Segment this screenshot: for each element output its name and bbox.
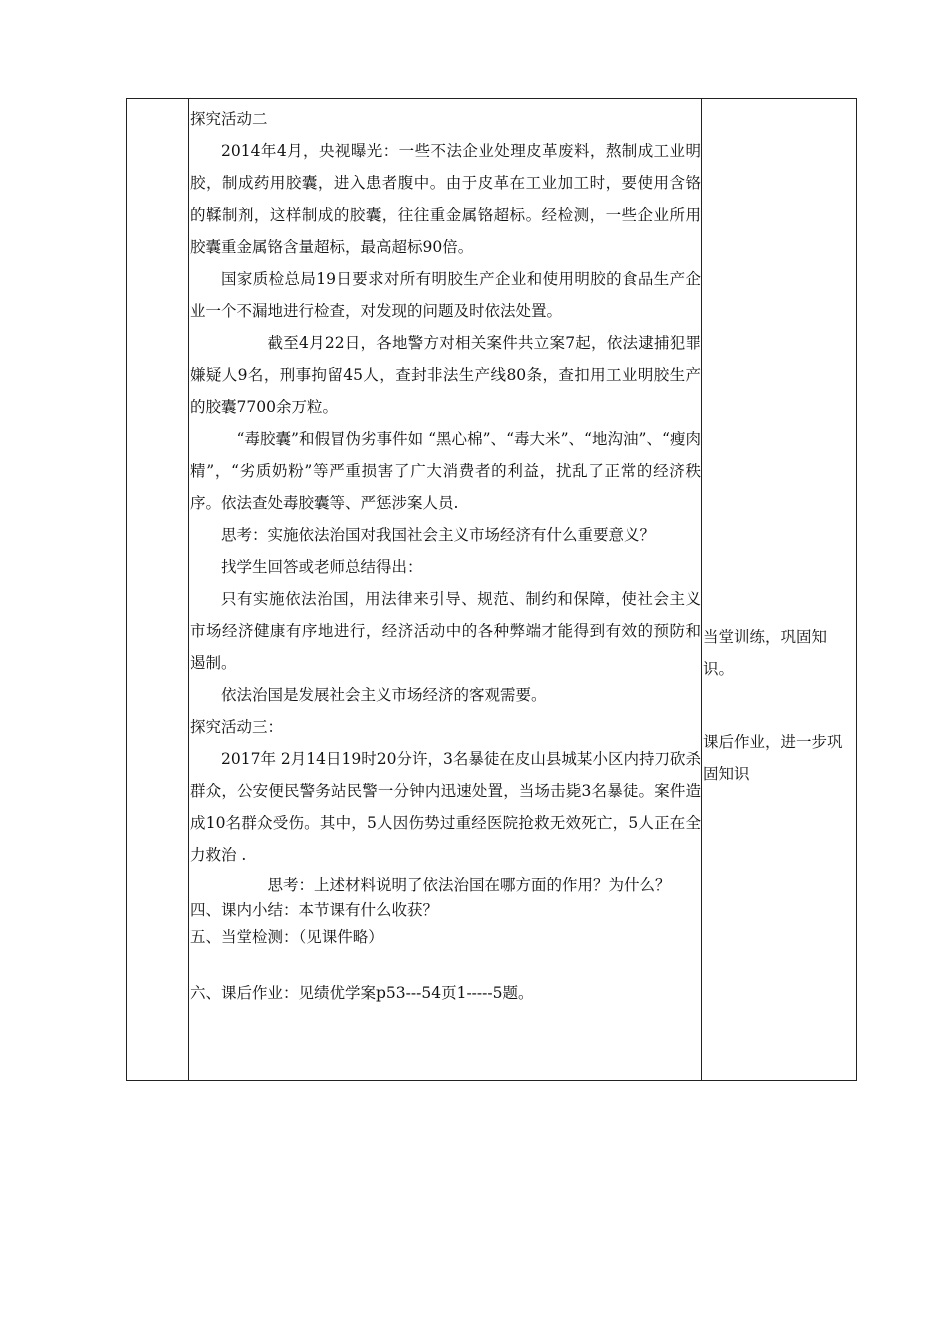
paragraph-student-answer: 找学生回答或老师总结得出： [221, 558, 423, 576]
lesson-content-cell [190, 103, 701, 1009]
side-note-practice [703, 621, 853, 685]
spacer [190, 953, 701, 977]
question-rule-of-law-role: 思考：上述材料说明了依法治国在哪方面的作用？为什么？ [267, 876, 671, 894]
paragraph-conclusion: 只有实施依法治国，用法律来引导、规范、制约和保障，使社会主义市场经济健康有序地进行，经济活动中的各种弊端才能得到有效的预防和遏制。 [190, 590, 701, 672]
activity-three-heading: 探究活动三： [190, 718, 284, 736]
paragraph-quality-inspection: 国家质检总局19日要求对所有明胶生产企业和使用明胶的食品生产企业一个不漏地进行检查，对发现的问题及时依法处置。 [190, 270, 701, 320]
section-homework: 六、课后作业：见绩优学案p53---54页1-----5题。 [190, 984, 534, 1002]
activity-two-heading: 探究活动二 [190, 110, 268, 128]
question-market-economy: 思考：实施依法治国对我国社会主义市场经济有什么重要意义？ [221, 526, 656, 544]
column-divider-right [701, 99, 702, 1080]
paragraph-objective-need: 依法治国是发展社会主义市场经济的客观需要。 [221, 686, 547, 704]
paragraph-counterfeit-events: “毒胶囊”和假冒伪劣事件如 “黑心棉”、“毒大米”、“地沟油”、“瘦肉精”，“劣质奶粉”等严重损害了广大消费者的利益，扰乱了正常的经济秩序。依法查处毒胶囊等、严惩涉案人员. [190, 430, 701, 512]
side-note-homework-text: 课后作业，进一步巩固知识 [703, 733, 843, 783]
section-summary: 四、课内小结：本节课有什么收获？ [190, 901, 439, 919]
paragraph-pishan-case: 2017年 2月14日19时20分许，3名暴徒在皮山县城某小区内持刀砍杀群众，公安便民警务站民警一分钟内迅速处置，当场击毙3名暴徒。案件造成10名群众受伤。其中，5人因伤势过重经医院抢救无效死亡，5人正在全力救治 . [190, 750, 701, 864]
paragraph-police-cases: 截至4月22日，各地警方对相关案件共立案7起，依法逮捕犯罪嫌疑人9名，刑事拘留45人，查封非法生产线80条，查扣用工业明胶生产的胶囊7700余万粒。 [190, 334, 701, 416]
lesson-table [126, 98, 857, 1081]
section-in-class-test: 五、当堂检测：（见课件略） [190, 928, 384, 946]
paragraph-capsule-exposure: 2014年4月，央视曝光：一些不法企业处理皮革废料，熬制成工业明胶，制成药用胶囊，进入患者腹中。由于皮革在工业加工时，要使用含铬的鞣制剂，这样制成的胶囊，往往重金属铬超标。经检测，一些企业所用胶囊重金属铬含量超标，最高超标90倍。 [190, 142, 701, 256]
side-note-homework [703, 726, 853, 790]
column-divider-left [188, 99, 189, 1080]
side-note-practice-text: 当堂训练，巩固知识。 [703, 628, 828, 678]
